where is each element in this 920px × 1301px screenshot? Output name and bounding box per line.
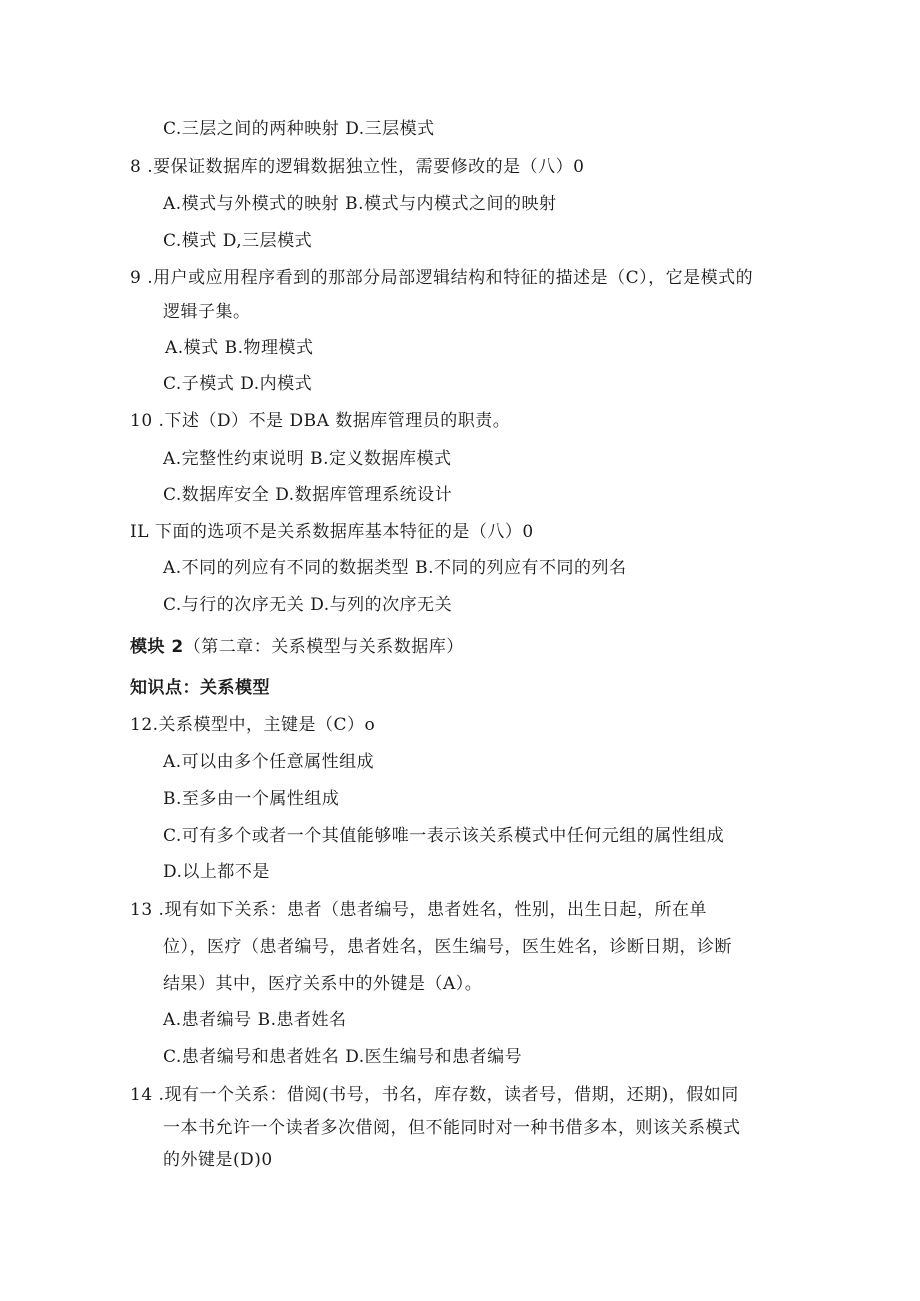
option-line-q8-ab: A.模式与外模式的映射 B.模式与内模式之间的映射 [163,194,557,214]
module-chapter: （第二章：关系模型与关系数据库） [183,637,464,657]
question-9-continued: 逻辑子集。 [163,302,251,322]
question-8: 8 .要保证数据库的逻辑数据独立性，需要修改的是（八）0 [130,157,585,177]
option-line-q9-ab: A.模式 B.物理模式 [165,338,314,358]
question-14: 14 .现有一个关系：借阅(书号，书名，库存数，读者号，借期，还期)，假如同 [130,1085,739,1105]
question-13-continued-1: 位），医疗（患者编号，患者姓名，医生编号，医生姓名，诊断日期，诊断 [163,937,732,957]
option-q12-a: A.可以由多个任意属性组成 [163,752,375,772]
option-line-q11-cd: C.与行的次序无关 D.与列的次序无关 [163,595,453,615]
question-9: 9 .用户或应用程序看到的那部分局部逻辑结构和特征的描述是（C），它是模式的 [130,268,754,288]
question-14-continued-2: 的外键是(D)0 [163,1150,273,1170]
question-11: IL 下面的选项不是关系数据库基本特征的是（八）0 [130,522,534,542]
option-line-q7-cd: C.三层之间的两种映射 D.三层模式 [163,119,435,139]
question-14-continued-1: 一本书允许一个读者多次借阅，但不能同时对一种书借多本，则该关系模式 [163,1118,741,1138]
option-line-q10-cd: C.数据库安全 D.数据库管理系统设计 [163,485,453,505]
option-line-q13-ab: A.患者编号 B.患者姓名 [163,1010,347,1030]
option-q12-c: C.可有多个或者一个其值能够唯一表示该关系模式中任何元组的属性组成 [163,826,725,846]
option-q12-d: D.以上都不是 [163,862,270,882]
question-12: 12.关系模型中，主键是（C）o [130,715,376,735]
question-13-continued-2: 结果）其中，医疗关系中的外键是（A）。 [163,974,483,994]
module-heading [130,636,464,658]
option-line-q13-cd: C.患者编号和患者姓名 D.医生编号和患者编号 [163,1047,523,1067]
option-line-q8-cd: C.模式 D,三层模式 [163,231,313,251]
module-label: 模块 2 [130,637,184,657]
question-10: 10 .下述（D）不是 DBA 数据库管理员的职责。 [130,411,511,431]
option-line-q9-cd: C.子模式 D.内模式 [163,374,313,394]
option-q12-b: B.至多由一个属性组成 [163,789,340,809]
question-13: 13 .现有如下关系：患者（患者编号，患者姓名，性别，出生日起，所在单 [130,900,707,920]
option-line-q11-ab: A.不同的列应有不同的数据类型 B.不同的列应有不同的列名 [163,558,627,578]
option-line-q10-ab: A.完整性约束说明 B.定义数据库模式 [163,449,452,469]
knowledge-point-heading: 知识点：关系模型 [130,678,270,698]
